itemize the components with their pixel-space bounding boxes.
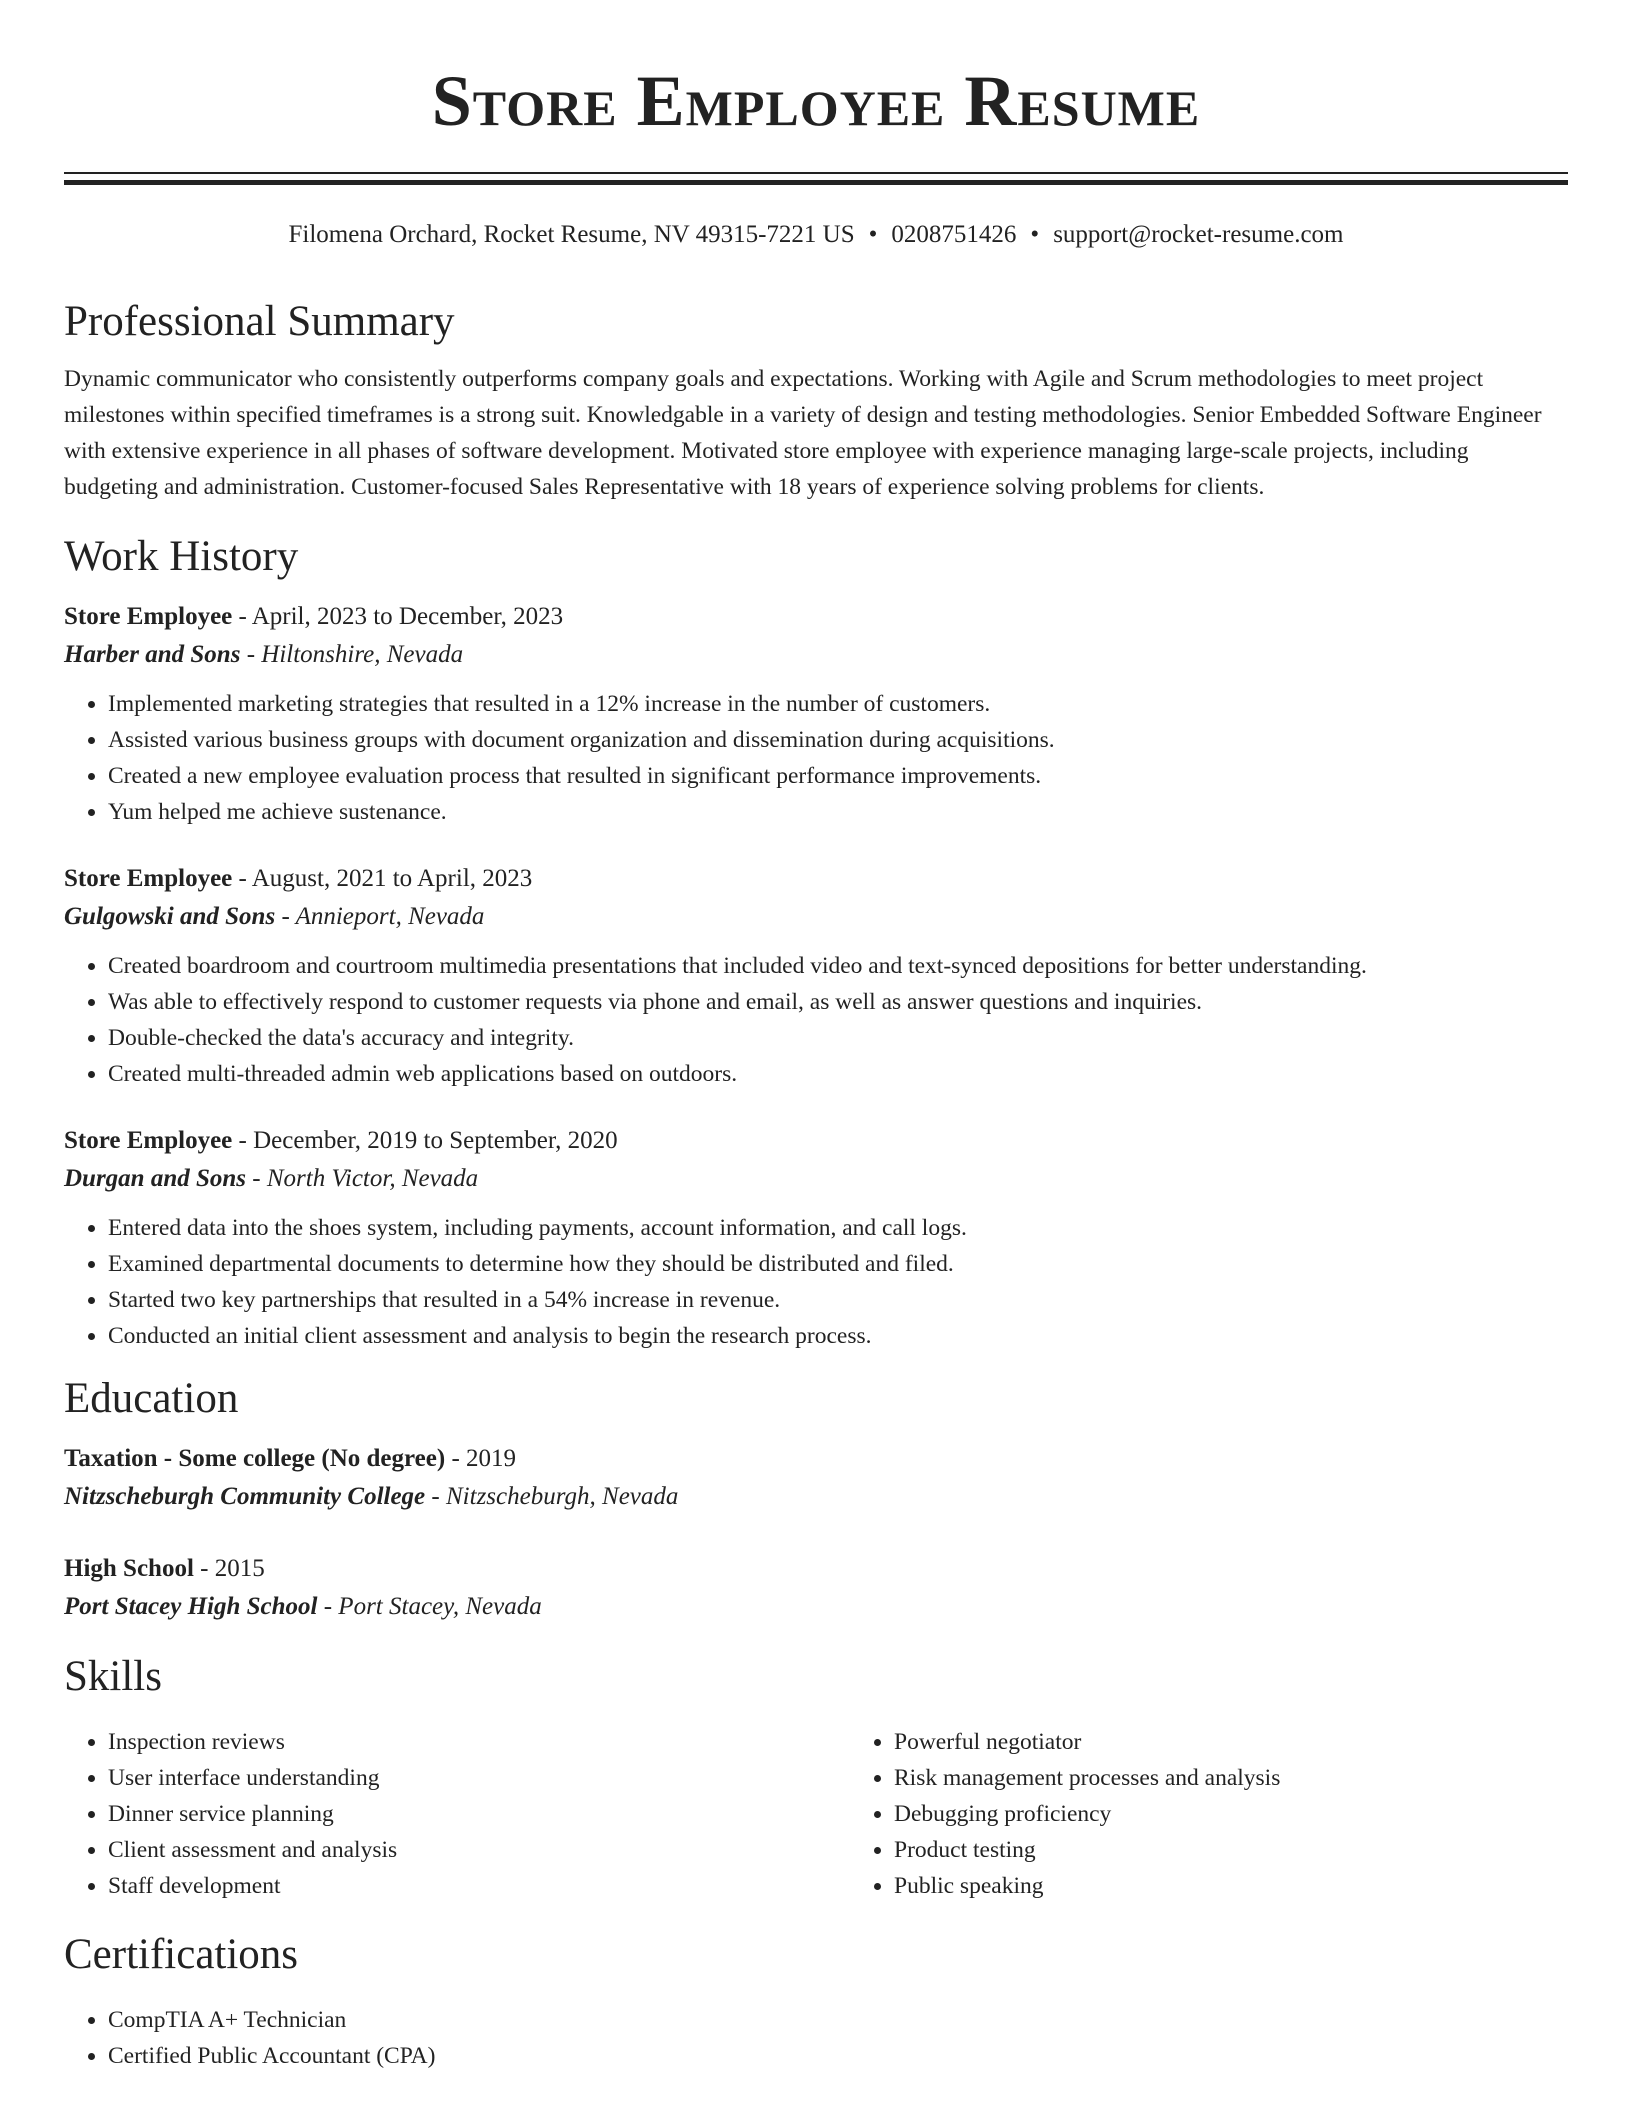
education-school: Nitzscheburgh Community College [64, 1483, 426, 1510]
education-year: - 2015 [193, 1555, 265, 1582]
skills-columns [64, 1704, 1568, 1904]
job-location: - Annieport, Nevada [275, 903, 485, 930]
skill-item: • Product testing [894, 1832, 1632, 1868]
education-degree: Taxation - Some college (No degree) [64, 1445, 446, 1472]
contact-line [64, 219, 1568, 251]
job-company: Gulgowski and Sons [64, 903, 276, 930]
job-title: Store Employee [64, 603, 233, 630]
education-entry [64, 1440, 1568, 1516]
title-rule-thin [64, 172, 1568, 174]
education-entry [64, 1550, 1568, 1626]
education-degree: High School [64, 1555, 194, 1582]
job-bullet: • Double-checked the data's accuracy and integrity. [108, 1020, 1568, 1056]
skill-item: • Inspection reviews [108, 1724, 850, 1760]
job-entry [64, 1122, 1568, 1354]
education-location: - Nitzscheburgh, Nevada [425, 1483, 679, 1510]
section-heading-education: Education [64, 1375, 239, 1422]
contact-email: support@rocket-resume.com [1053, 221, 1344, 248]
job-location: - North Victor, Nevada [246, 1165, 479, 1192]
job-title-line [64, 860, 1568, 898]
education-school-line [64, 1478, 1568, 1516]
education-school-line [64, 1588, 1568, 1626]
job-entry [64, 598, 1568, 830]
job-company-line [64, 898, 1568, 936]
contact-address: Filomena Orchard, Rocket Resume, NV 49315-7221 US [288, 221, 855, 248]
skill-item: • Public speaking [894, 1868, 1632, 1904]
job-bullet: • Entered data into the shoes system, including payments, account information, and call logs. [108, 1210, 1568, 1246]
education-school: Port Stacey High School [64, 1593, 318, 1620]
education-degree-line [64, 1550, 1568, 1588]
job-bullet: • Created boardroom and courtroom multimedia presentations that included video and text-synced depositions for better understanding. [108, 948, 1568, 984]
job-bullets [64, 686, 1568, 830]
skill-item: • Staff development [108, 1868, 850, 1904]
skill-item: • Client assessment and analysis [108, 1832, 850, 1868]
section-heading-summary: Professional Summary [64, 298, 455, 345]
summary-text: Dynamic communicator who consistently outperforms company goals and expectations. Working with Agile and Scrum methodologies to meet project milestones within specified timeframes is a strong suit. Knowledgable in a variety of design and testing methodologies. Senior Embedded Software Engineer with extensive experience in all phases of software development. Motivated store employee with experience managing large-scale projects, including budgeting and administration. Customer-focused Sales Representative with 18 years of experience solving problems for clients. [64, 366, 1542, 500]
job-entry [64, 860, 1568, 1092]
contact-separator: • [1030, 221, 1040, 248]
education-degree-line [64, 1440, 1568, 1478]
job-location: - Hiltonshire, Nevada [240, 641, 464, 668]
resume-title: Store Employee Resume [431, 61, 1201, 141]
job-title-line [64, 598, 1568, 636]
education-year: - 2019 [445, 1445, 517, 1472]
job-title: Store Employee [64, 1127, 233, 1154]
skills-list-left [64, 1724, 850, 1904]
job-bullet: • Examined departmental documents to determine how they should be distributed and filed. [108, 1246, 1568, 1282]
job-bullet: • Was able to effectively respond to customer requests via phone and email, as well as answer questions and inquiries. [108, 984, 1568, 1020]
certifications-list [64, 2002, 1568, 2074]
skills-list-right [850, 1724, 1632, 1904]
job-bullet: • Conducted an initial client assessment and analysis to begin the research process. [108, 1318, 1568, 1354]
skill-item: • Risk management processes and analysis [894, 1760, 1632, 1796]
contact-phone: 0208751426 [891, 221, 1017, 248]
job-title-line [64, 1122, 1568, 1160]
certification-item: • CompTIA A+ Technician [108, 2002, 1568, 2038]
job-bullets [64, 1210, 1568, 1354]
job-bullet: • Created multi-threaded admin web applications based on outdoors. [108, 1056, 1568, 1092]
job-bullet: • Assisted various business groups with document organization and dissemination during acquisitions. [108, 722, 1568, 758]
contact-separator: • [868, 221, 878, 248]
section-heading-certifications: Certifications [64, 1931, 299, 1978]
job-dates: - April, 2023 to December, 2023 [232, 603, 564, 630]
job-dates: - August, 2021 to April, 2023 [232, 865, 533, 892]
job-company: Durgan and Sons [64, 1165, 247, 1192]
title-rule-thick [64, 180, 1568, 185]
education-location: - Port Stacey, Nevada [317, 1593, 542, 1620]
section-heading-skills: Skills [64, 1653, 162, 1700]
job-bullet: • Implemented marketing strategies that resulted in a 12% increase in the number of customers. [108, 686, 1568, 722]
job-bullets [64, 948, 1568, 1092]
certification-item: • Certified Public Accountant (CPA) [108, 2038, 1568, 2074]
job-title: Store Employee [64, 865, 233, 892]
job-company-line [64, 1160, 1568, 1198]
job-dates: - December, 2019 to September, 2020 [232, 1127, 618, 1154]
job-company-line [64, 636, 1568, 674]
skill-item: • Debugging proficiency [894, 1796, 1632, 1832]
job-company: Harber and Sons [64, 641, 241, 668]
section-heading-work: Work History [64, 533, 299, 580]
job-bullet: • Yum helped me achieve sustenance. [108, 794, 1568, 830]
job-bullet: • Created a new employee evaluation process that resulted in significant performance improvements. [108, 758, 1568, 794]
skill-item: • Dinner service planning [108, 1796, 850, 1832]
job-bullet: • Started two key partnerships that resulted in a 54% increase in revenue. [108, 1282, 1568, 1318]
skill-item: • Powerful negotiator [894, 1724, 1632, 1760]
skill-item: • User interface understanding [108, 1760, 850, 1796]
